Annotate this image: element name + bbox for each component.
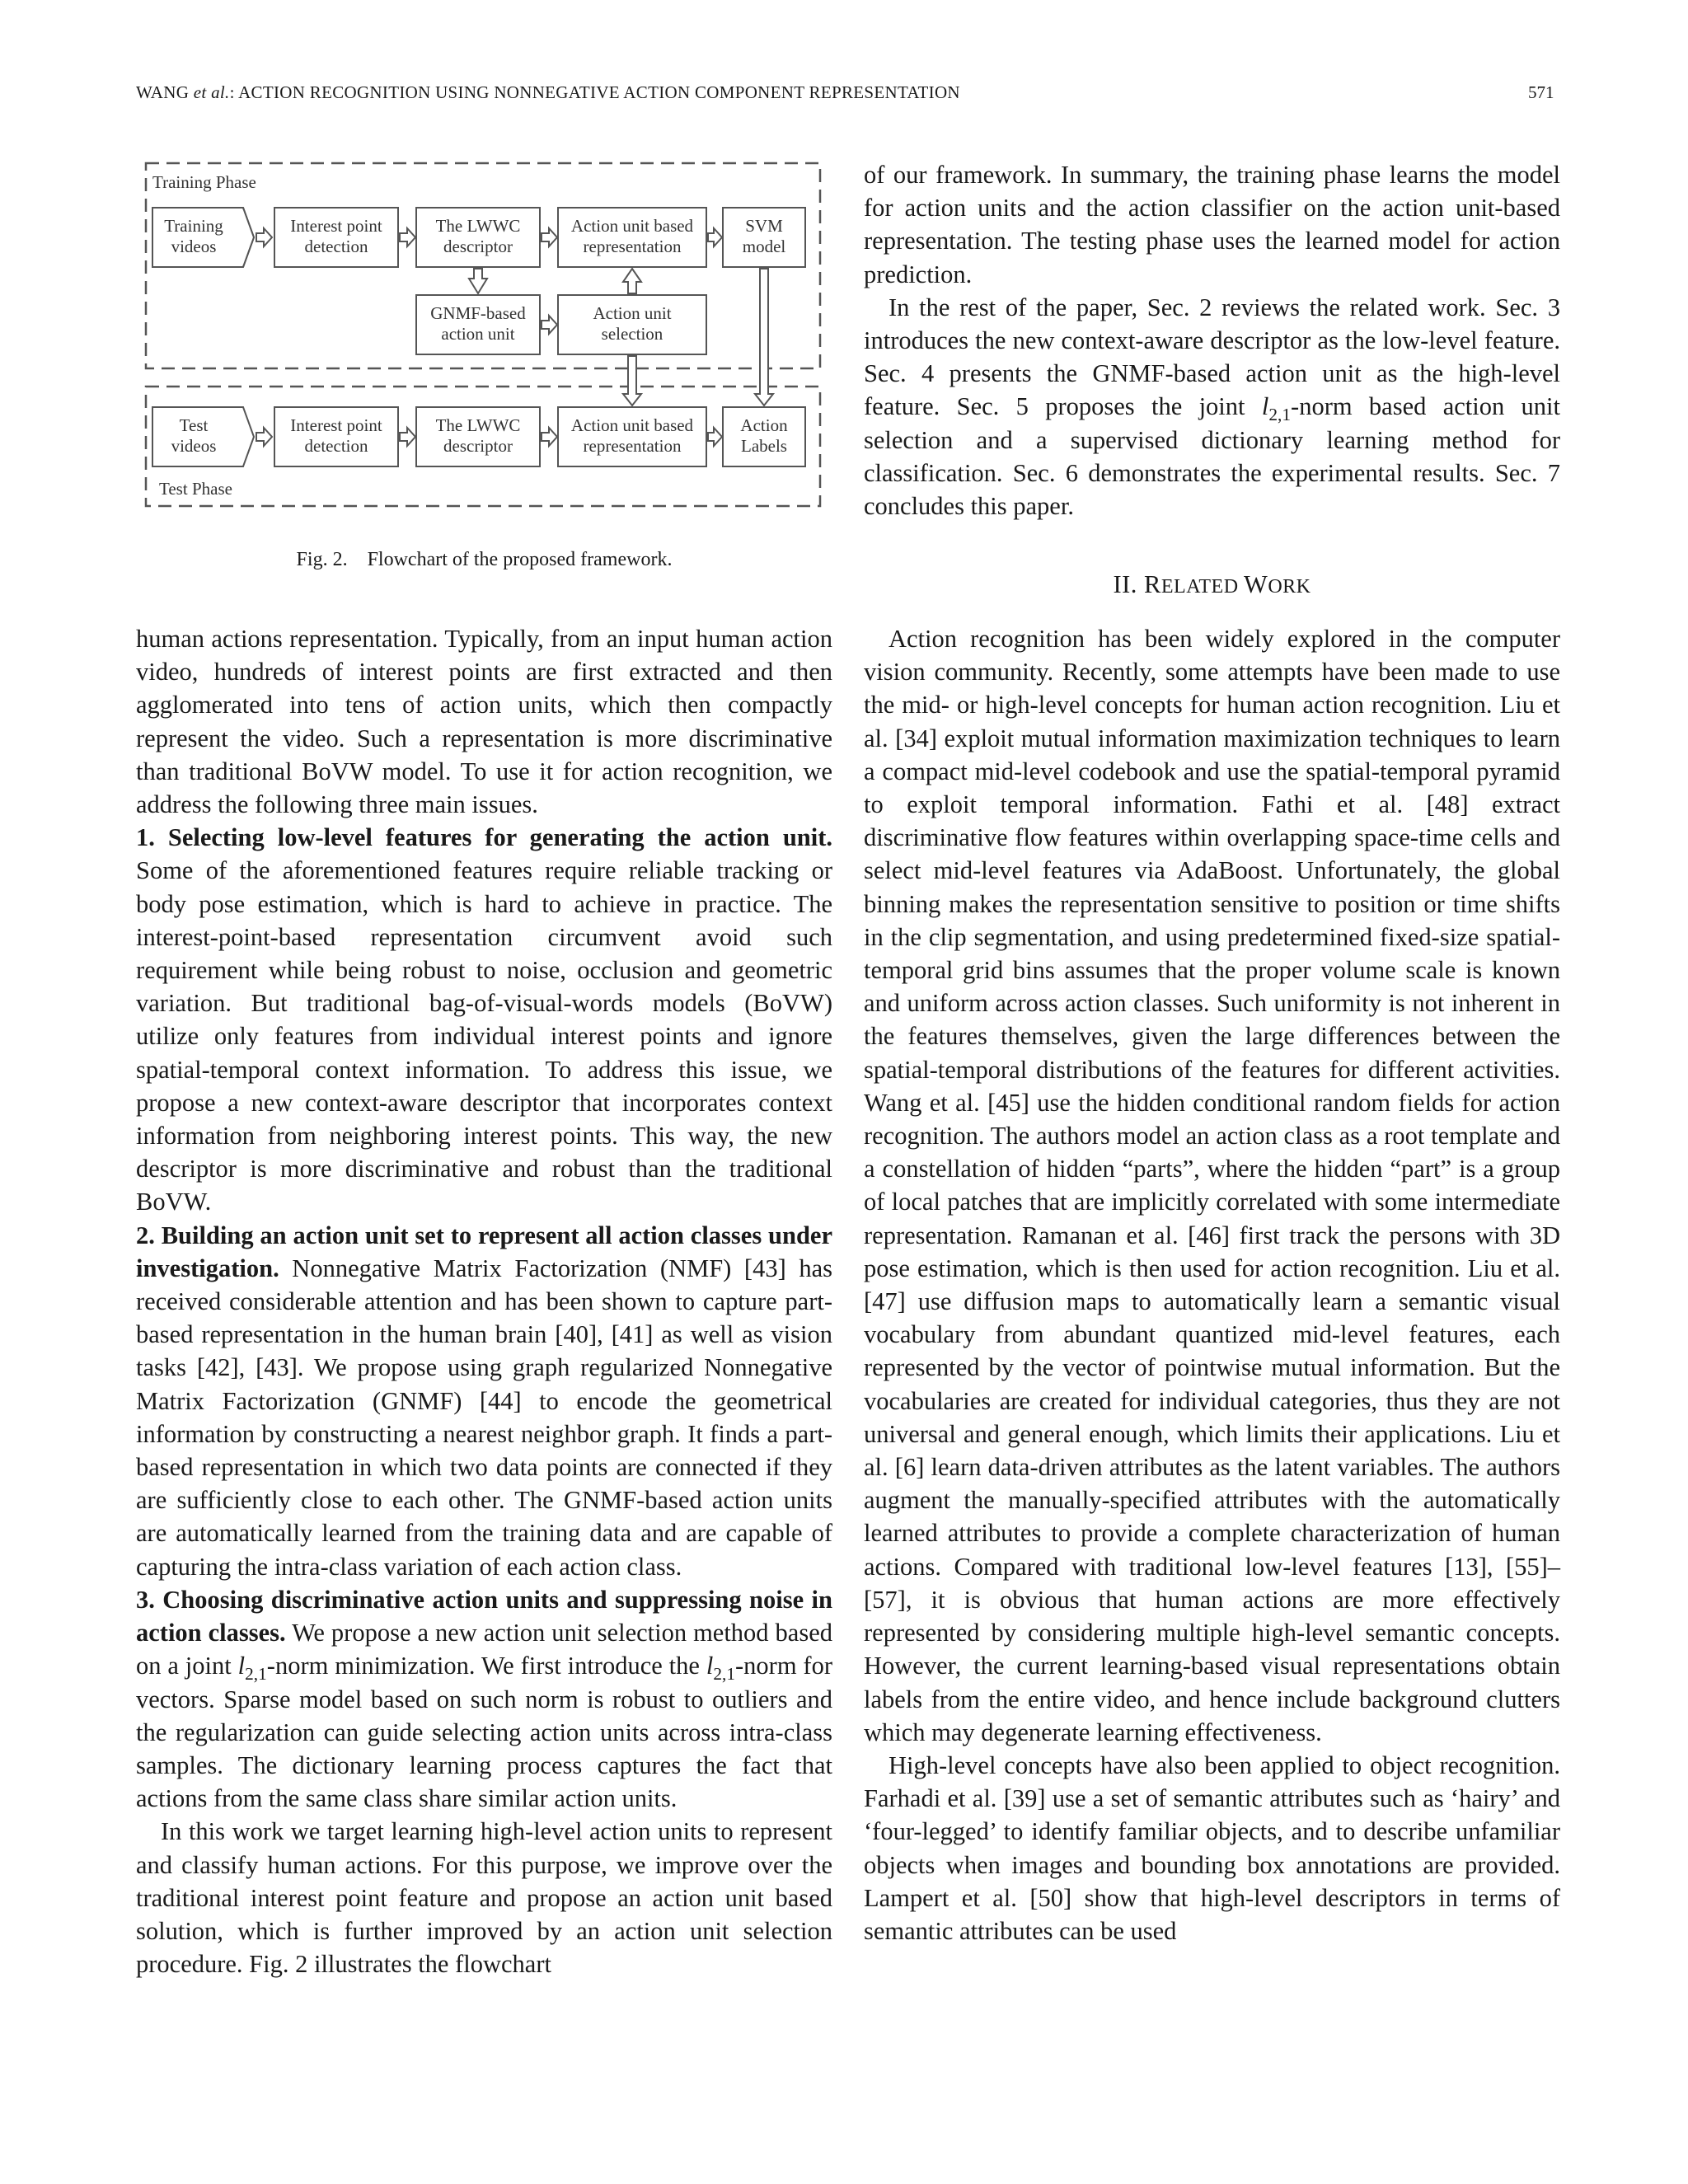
- arrow-right-icon: [708, 228, 722, 246]
- lwwc-test-line2: descriptor: [443, 436, 513, 456]
- issue-2-text: Nonnegative Matrix Factorization (NMF) [43] has received considerable attention and has been shown to capture part-based representation in the human brain [40], [41] as well as vision tasks [42], [43]. We propose using graph regularized Nonnegative Matrix Factorization (GNMF) [44] to encode the geometrical information by constructing a nearest neighbor graph. It finds a part-based representation in which two data points are connected if they are sufficiently close to each other. The GNMF-based action units are automatically learned from the training data and are capable of capturing the intra-class variation of each action class.: [136, 1254, 832, 1581]
- arrow-down-icon: [469, 269, 487, 293]
- running-header: [136, 82, 960, 103]
- arrow-right-icon: [708, 428, 722, 446]
- norm-symbol: l: [237, 1652, 246, 1680]
- issue-1-text: Some of the aforementioned features require reliable tracking or body pose estimation, which is hard to achieve in practice. The interest-point-based representation circumvent avoid such requirement while being robust to noise, occlusion and geometric variation. But traditional bag-of-visual-words models (BoVW) utilize only features from individual interest points and ignore spatial-temporal context information. To address this issue, we propose a new context-aware descriptor that incorporates context information from neighboring interest points. This way, the new descriptor is more discriminative and robust than the traditional BoVW.: [136, 856, 832, 1216]
- paragraph: Action recognition has been widely explored in the computer vision community. Recently, some attempts have been made to use the mid- or high-level concepts for human action recognition. Liu et al. [34] exploit mutual information maximization techniques to learn a compact mid-level codebook and use the spatial-temporal pyramid to exploit temporal information. Fathi et al. [48] extract discriminative flow features within overlapping space-time cells and select mid-level features via AdaBoost. Unfortunately, the global binning makes the representation sensitive to position or time shifts in the clip segmentation, and using predetermined fixed-size spatial-temporal grid bins assumes that the proper volume scale is known and uniform across action classes. Such uniformity is not inherent in the features themselves, given the large differences between the spatial-temporal distributions of the features for different activities. Wang et al. [45] use the hidden conditional random fields for action recognition. The authors model an action class as a root template and a constellation of hidden “parts”, where the hidden “part” is a group of local patches that are implicitly correlated with some intermediate representation. Ramanan et al. [46] first track the persons with 3D pose estimation, which is then used for action recognition. Liu et al. [47] use diffusion maps to automatically learn a semantic visual vocabulary from abundant quantized mid-level features, each represented by the vector of pointwise mutual information. But the vocabularies are created for individual categories, thus they are not universal and general enough, which limits their applications. Liu et al. [6] learn data-driven attributes as the latent variables. The authors augment the manually-specified attributes with the automatically learned attributes to provide a complete characterization of human actions. Compared with traditional low-level features [13], [55]–[57], it is obvious that human actions are more effectively represented by considering multiple high-level semantic concepts. However, the current learning-based visual representations obtain labels from the entire video, and hence include background clutters which may degenerate learning effectiveness.: [864, 625, 1560, 1746]
- outline-text-b: -norm based action unit selection and a supervised dictionary learning method for classification. Sec. 6 demonstrates the experimental results. Sec. 7 concludes this paper.: [864, 392, 1561, 521]
- issue-1-lead: 1. Selecting low-level features for generating the action unit.: [136, 823, 832, 852]
- au-selection-line1: Action unit: [593, 303, 672, 323]
- arrow-right-icon: [256, 428, 272, 446]
- issue-3-text-a: We propose a new action unit selection method based on a joint: [136, 1619, 832, 1680]
- training-videos-line2: videos: [171, 237, 217, 256]
- norm-subscript: 2,1: [713, 1664, 735, 1685]
- training-phase-label: Training Phase: [152, 172, 256, 192]
- arrow-right-icon: [400, 428, 415, 446]
- arrow-down-icon: [623, 356, 641, 405]
- arrow-up-icon: [623, 269, 641, 293]
- arrow-right-icon: [400, 228, 415, 246]
- arrow-right-icon: [542, 228, 557, 246]
- norm-symbol: l: [1261, 392, 1269, 421]
- interest-point-test-line1: Interest point: [290, 415, 382, 435]
- paragraph: High-level concepts have also been applied to object recognition. Farhadi et al. [39] use a set of semantic attributes such as ‘hairy’ and ‘four-legged’ to identify familiar objects, and to describe unfamiliar objects when images and bounding box annotations are provided. Lampert et al. [50] show that high-level descriptors in terms of semantic attributes can be used: [864, 1750, 1560, 1945]
- arrow-right-icon: [256, 228, 272, 246]
- arrow-right-icon: [542, 316, 557, 334]
- gnmf-line1: GNMF-based: [430, 303, 526, 323]
- figure-caption: Fig. 2. Flowchart of the proposed framework.: [296, 549, 673, 570]
- section-title-W: W: [1244, 570, 1268, 598]
- section-title-elated: ELATED: [1160, 576, 1245, 598]
- arrow-right-icon: [542, 428, 557, 446]
- section-title-R: R: [1144, 570, 1161, 598]
- svm-line2: model: [742, 237, 786, 256]
- au-selection-line2: selection: [601, 324, 663, 344]
- paragraph-outline: [864, 291, 1560, 523]
- norm-subscript: 2,1: [245, 1664, 267, 1685]
- svm-line1: SVM: [745, 216, 783, 236]
- interest-point-train-line2: detection: [304, 237, 368, 256]
- action-labels-line2: Labels: [741, 436, 787, 456]
- header-title: : ACTION RECOGNITION USING NONNEGATIVE ACTION COMPONENT REPRESENTATION: [229, 82, 960, 102]
- issue-3-lead: 3. Choosing discriminative action units and suppressing noise in action classes.: [136, 1585, 832, 1647]
- issue-1-paragraph: [136, 821, 832, 1218]
- issue-3-paragraph: [136, 1583, 832, 1815]
- header-author: WANG: [136, 82, 190, 102]
- flowchart-svg: [136, 158, 832, 521]
- section-number: II.: [1113, 570, 1145, 598]
- action-unit-rep-train-line1: Action unit based: [570, 216, 694, 236]
- action-unit-rep-test-line1: Action unit based: [570, 415, 694, 435]
- test-videos-line2: videos: [171, 436, 217, 456]
- paragraph: In this work we target learning high-level action units to represent and classify human actions. For this purpose, we improve over the traditional interest point feature and propose an action unit based solution, which is further improved by an action unit selection procedure. Fig. 2 illustrates the flowchart: [136, 1817, 832, 1979]
- action-unit-rep-test-line2: representation: [583, 436, 682, 456]
- issue-3-text-b: -norm minimization. We first introduce the: [266, 1652, 706, 1680]
- lwwc-test-line1: The LWWC: [435, 415, 521, 435]
- arrow-down-icon: [755, 269, 773, 405]
- action-unit-rep-train-line2: representation: [583, 237, 682, 256]
- section-title-ork: ORK: [1268, 576, 1311, 598]
- issue-3-text-c: -norm for vectors. Sparse model based on such norm is robust to outliers and the regularization can guide selecting action units across intra-class samples. The dictionary learning process captures the fact that actions from the same class share similar action units.: [136, 1652, 832, 1813]
- paragraph: of our framework. In summary, the training phase learns the model for action units and the action classifier on the action unit-based representation. The testing phase uses the learned model for action prediction.: [864, 161, 1560, 288]
- interest-point-test-line2: detection: [304, 436, 368, 456]
- outline-text-a: In the rest of the paper, Sec. 2 reviews the related work. Sec. 3 introduces the new context-aware descriptor as the low-level feature. Sec. 4 presents the GNMF-based action unit as the high-level feature. Sec. 5 proposes the joint: [864, 293, 1560, 421]
- lwwc-train-line2: descriptor: [443, 237, 513, 256]
- page-number: 571: [1528, 82, 1554, 102]
- test-videos-line1: Test: [179, 415, 209, 435]
- flowchart-figure: [136, 158, 832, 521]
- right-column: [864, 158, 1560, 523]
- issue-2-paragraph: [136, 1219, 832, 1583]
- training-videos-line1: Training: [164, 216, 223, 236]
- issue-2-lead: 2. Building an action unit set to represent all action classes under investigation.: [136, 1221, 832, 1282]
- right-column-body: [864, 622, 1560, 1947]
- action-labels-line1: Action: [740, 415, 788, 435]
- test-phase-label: Test Phase: [159, 479, 232, 499]
- interest-point-train-line1: Interest point: [290, 216, 382, 236]
- header-etal: et al.: [193, 82, 230, 102]
- lwwc-train-line1: The LWWC: [435, 216, 521, 236]
- section-heading: [864, 570, 1560, 599]
- norm-subscript: 2,1: [1268, 405, 1292, 425]
- gnmf-line2: action unit: [441, 324, 515, 344]
- norm-symbol: l: [706, 1652, 714, 1680]
- left-column: [136, 622, 832, 1980]
- paragraph: human actions representation. Typically, from an input human action video, hundreds of interest points are first extracted and then agglomerated into tens of action units, which then compactly represent the video. Such a representation is more discriminative than traditional BoVW model. To use it for action recognition, we address the following three main issues.: [136, 625, 832, 819]
